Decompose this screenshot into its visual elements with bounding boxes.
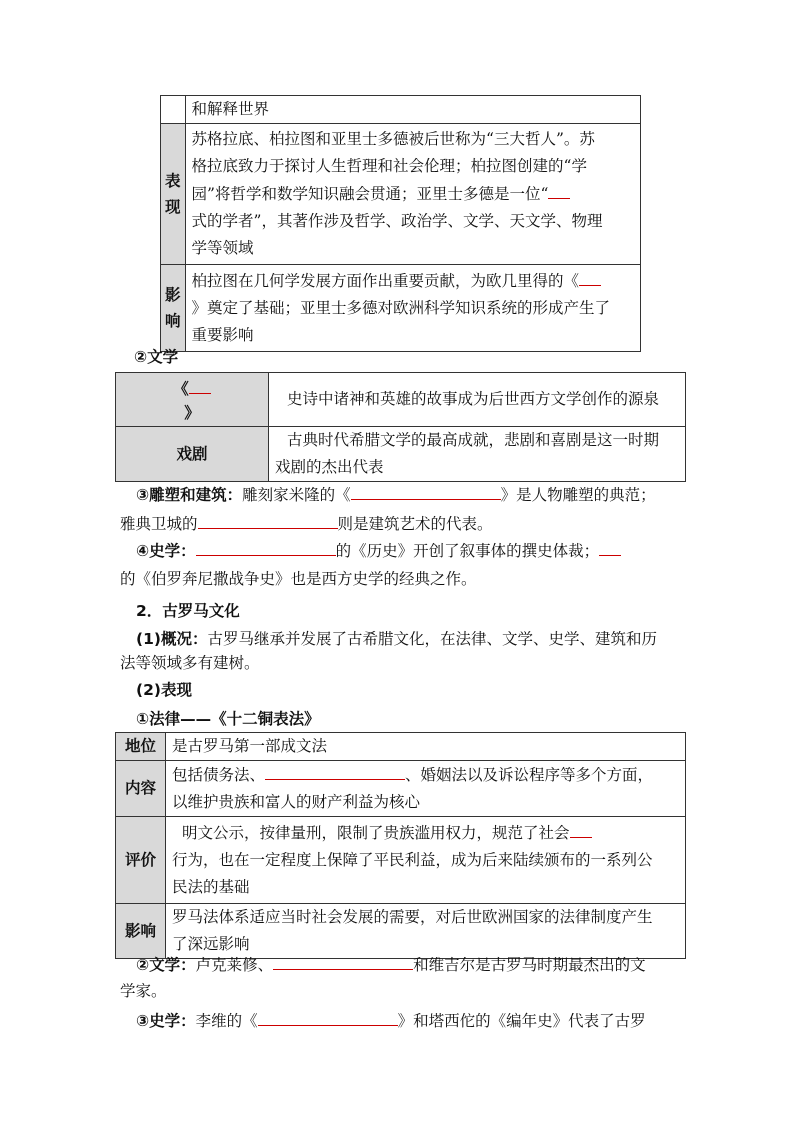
text-line — [172, 761, 679, 789]
paragraph-history — [136, 536, 621, 566]
header-line: 》 — [184, 403, 200, 422]
text-span: 包括债务法、 — [172, 766, 266, 784]
text-line: 式的学者”，其著作涉及哲学、政治学、文学、天文学、物理 — [191, 212, 603, 230]
text-span: 园”将哲学和数学知识融会贯通；亚里士多德是一位“ — [191, 185, 549, 203]
fill-blank[interactable] — [189, 375, 211, 394]
table-cell — [166, 817, 686, 904]
fill-blank[interactable] — [198, 510, 338, 529]
text-line: 民法的基础 — [172, 878, 250, 896]
text-span: 的《历史》开创了叙事体的撰史体裁； — [335, 542, 600, 560]
text-line: 格拉底致力于探讨人生哲理和社会伦理；柏拉图创建的“学 — [191, 157, 587, 175]
text-line: 罗马法体系适应当时社会发展的需要，对后世欧洲国家的法律制度产生 — [172, 908, 653, 926]
law-table — [115, 732, 686, 959]
paragraph-line: 学家。 — [120, 982, 167, 1000]
table-cell — [185, 124, 640, 265]
text-span: 、婚姻法以及诉讼程序等多个方面， — [405, 766, 654, 784]
text-line: 了深远影响 — [172, 935, 250, 953]
text-span: 古罗马继承并发展了古希腊文化，在法律、文学、史学、建筑和历 — [207, 630, 657, 648]
section-heading: ②文学 — [134, 348, 179, 366]
text-line: 学等领域 — [191, 239, 254, 257]
fill-blank[interactable] — [599, 537, 621, 556]
fill-blank[interactable] — [351, 481, 501, 500]
paragraph-sculpture — [136, 480, 656, 510]
text-span: 》是人物雕塑的典范； — [500, 486, 656, 504]
text-line — [172, 819, 679, 847]
paragraph-line: 法等领域多有建树。 — [120, 654, 260, 672]
table-cell: 史诗中诸神和英雄的故事成为后世西方文学创作的源泉 — [269, 373, 686, 427]
paragraph-rome-literature — [136, 950, 646, 980]
fill-blank[interactable] — [548, 180, 570, 199]
table-cell — [185, 265, 640, 352]
table-cell: 和解释世界 — [185, 96, 640, 124]
label: ③史学： — [136, 1012, 196, 1030]
text-line: 》奠定了基础；亚里士多德对欧洲科学知识系统的形成产生了 — [191, 299, 611, 317]
row-header-influence: 影响 — [161, 265, 186, 352]
paragraph-rome-history — [136, 1006, 646, 1036]
text-span: 明文公示，按律量刑，限制了贵族滥用权力，规范了社会 — [182, 824, 570, 842]
label: ④史学： — [136, 542, 196, 560]
text-span: 》和塔西佗的《编年史》代表了古罗 — [397, 1012, 646, 1030]
text-line: 行为，也在一定程度上保障了平民利益，成为后来陆续颁布的一系列公 — [172, 851, 653, 869]
text-span: 柏拉图在几何学发展方面作出重要贡献，为欧几里得的《 — [191, 272, 580, 290]
text-line: 戏剧的杰出代表 — [275, 458, 384, 476]
paragraph-line: 的《伯罗奔尼撒战争史》也是西方史学的经典之作。 — [120, 570, 477, 588]
table-cell — [166, 761, 686, 817]
label: ③雕塑和建筑： — [136, 486, 243, 504]
text-span: 李维的《 — [195, 1012, 258, 1030]
fill-blank[interactable] — [579, 267, 601, 286]
row-header-performance: 表现 — [161, 124, 186, 265]
philosophy-table — [160, 95, 641, 352]
label: ②文学： — [136, 956, 196, 974]
fill-blank[interactable] — [570, 819, 592, 838]
text-line: 苏格拉底、柏拉图和亚里士多德被后世称为“三大哲人”。苏 — [191, 130, 595, 148]
row-header-evaluation: 评价 — [116, 817, 166, 904]
paragraph-line — [120, 509, 493, 539]
fill-blank[interactable] — [265, 761, 405, 780]
row-header-influence: 影响 — [116, 904, 166, 959]
text-span: 《 — [173, 379, 189, 398]
row-header-epic — [116, 373, 269, 427]
literature-table — [115, 372, 686, 482]
text-line — [192, 267, 634, 295]
row-header-status: 地位 — [116, 733, 166, 761]
text-span: 雕刻家米隆的《 — [242, 486, 351, 504]
section-heading: 2．古罗马文化 — [136, 602, 240, 620]
section-heading: (2)表现 — [136, 681, 192, 699]
text-line: 重要影响 — [191, 326, 254, 344]
section-heading: ①法律——《十二铜表法》 — [136, 710, 320, 728]
table-cell: 是古罗马第一部成文法 — [166, 733, 686, 761]
fill-blank[interactable] — [196, 537, 336, 556]
text-line: 古典时代希腊文学的最高成就，悲剧和喜剧是这一时期 — [287, 431, 660, 449]
text-span: 雅典卫城的 — [120, 515, 198, 533]
table-cell-empty — [161, 96, 186, 124]
fill-blank[interactable] — [273, 951, 413, 970]
text-span: 卢克莱修、 — [195, 956, 274, 974]
row-header-drama: 戏剧 — [116, 427, 269, 482]
text-span: 和维吉尔是古罗马时期最杰出的文 — [413, 956, 646, 974]
text-line — [192, 180, 634, 208]
label: (1)概况： — [136, 630, 208, 648]
table-cell — [269, 427, 686, 482]
text-span: 则是建筑艺术的代表。 — [337, 515, 493, 533]
header-line — [122, 375, 262, 401]
fill-blank[interactable] — [258, 1007, 398, 1026]
text-line: 以维护贵族和富人的财产利益为核心 — [172, 793, 421, 811]
row-header-content: 内容 — [116, 761, 166, 817]
